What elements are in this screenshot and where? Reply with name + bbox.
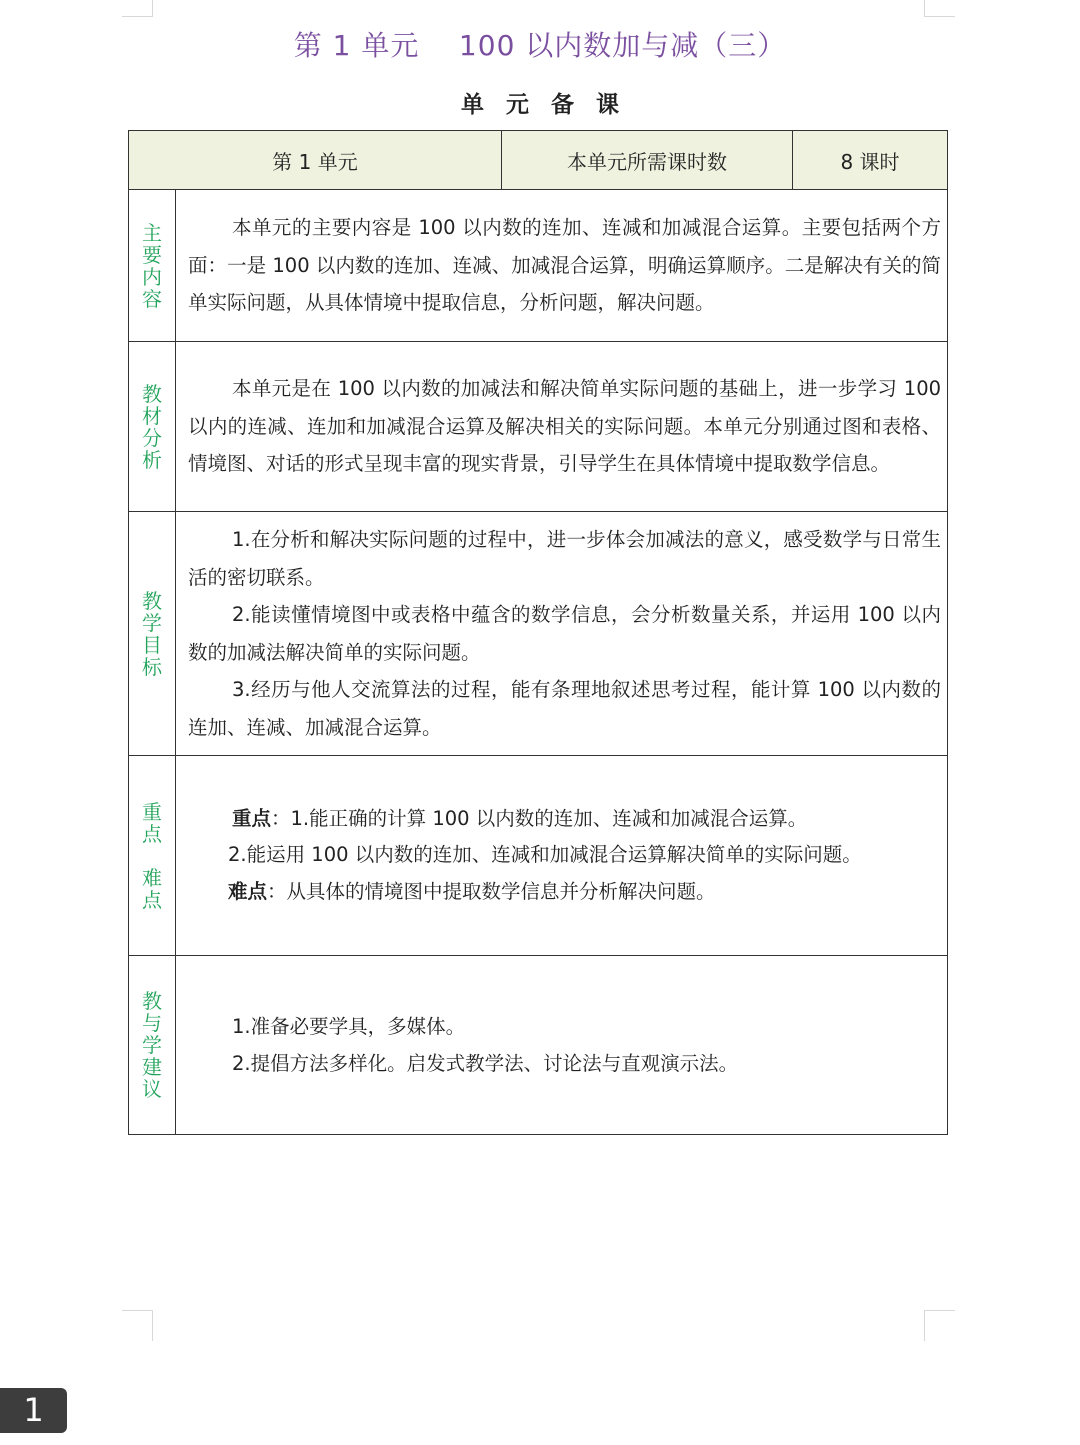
document-title: 第 1 单元 100 以内数加与减（三） [293,29,787,62]
section-content-material-analysis: 本单元是在 100 以内数的加减法和解决简单实际问题的基础上，进一步学习 100 以内的连减、连加和加减混合运算及解决相关的实际问题。本单元分别通过图和表格、情境图、对话的形式呈现丰富的现实背景，引导学生在具体情境中提取数学信息。 [176,342,948,512]
document-subtitle: 单元备课 [461,92,641,118]
difficult-point-line: 难点：从具体的情境图中提取数学信息并分析解决问题。 [228,879,716,903]
section-label-teaching-goals: 教学目标 [129,512,176,756]
unit-cell: 第 1 单元 [129,131,502,190]
suggestion-item: 2.提倡方法多样化。启发式教学法、讨论法与直观演示法。 [232,1052,739,1075]
section-label-material-analysis: 教材分析 [129,342,176,512]
crop-mark-top-right [924,0,955,17]
table-row-key-difficult [129,756,948,956]
table-row-material-analysis [129,342,948,512]
section-content-key-difficult [176,756,948,956]
crop-mark-top-left [122,0,153,17]
goal-item: 3.经历与他人交流算法的过程，能有条理地叙述思考过程，能计算 100 以内数的连加、连减、加减混合运算。 [188,678,942,739]
hours-value-cell: 8 课时 [793,131,948,190]
page-number-badge: 1 [0,1388,67,1433]
crop-mark-bottom-left [122,1310,153,1341]
key-point-line: 2.能运用 100 以内数的连加、连减和加减混合运算解决简单的实际问题。 [228,843,862,867]
section-label-key-difficult: 重点 难点 [129,756,176,956]
section-label-main-content: 主要内容 [129,190,176,342]
table-row-teaching-goals [129,512,948,756]
section-content-suggestions [176,956,948,1135]
key-point-line: 重点：1.能正确的计算 100 以内数的连加、连减和加减混合运算。 [232,806,808,830]
goal-item: 2.能读懂情境图中或表格中蕴含的数学信息，会分析数量关系，并运用 100 以内数的加减法解决简单的实际问题。 [188,603,942,664]
section-content-main-content: 本单元的主要内容是 100 以内数的连加、连减和加减混合运算。主要包括两个方面：一是 100 以内数的连加、连减、加减混合运算，明确运算顺序。二是解决有关的简单实际问题，从具体情境中提取信息，分析问题，解决问题。 [176,190,948,342]
section-content-teaching-goals [176,512,948,756]
suggestion-item: 1.准备必要学具，多媒体。 [232,1014,466,1038]
goal-item: 1.在分析和解决实际问题的过程中，进一步体会加减法的意义，感受数学与日常生活的密切联系。 [188,528,942,589]
section-label-suggestions: 教与学建议 [129,956,176,1135]
table-row-suggestions [129,956,948,1135]
table-row-main-content [129,190,948,342]
table-header-row [129,131,948,190]
crop-mark-bottom-right [924,1310,955,1341]
unit-plan-table [128,130,948,1135]
hours-label-cell: 本单元所需课时数 [502,131,793,190]
